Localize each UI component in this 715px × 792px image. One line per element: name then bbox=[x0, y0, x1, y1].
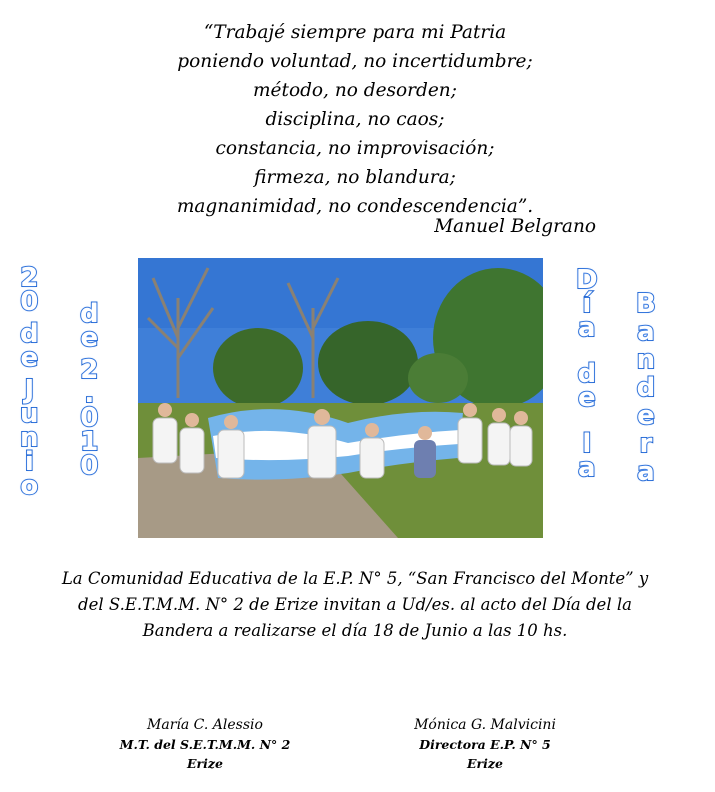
signature-role: Directora E.P. N° 5 bbox=[419, 737, 551, 752]
quote-line: método, no desorden; bbox=[253, 80, 457, 101]
tree bbox=[213, 328, 303, 408]
tree bbox=[318, 321, 418, 405]
signature-name: Mónica G. Malvicini bbox=[414, 717, 556, 733]
vertical-letter: u bbox=[20, 399, 39, 429]
signature-left bbox=[100, 716, 310, 773]
invitation-text bbox=[40, 566, 670, 644]
vertical-letter: n bbox=[20, 423, 39, 453]
vertical-letter: e bbox=[20, 343, 39, 373]
invitation-line: Bandera a realizarse el día 18 de Junio a las 10 hs. bbox=[142, 621, 568, 640]
vertical-letter: 0 bbox=[80, 403, 99, 433]
vertical-letter: i bbox=[24, 447, 34, 477]
vertical-letter: B bbox=[636, 289, 656, 319]
flag-parade-photo bbox=[138, 258, 543, 538]
vertical-letter: l bbox=[582, 429, 592, 459]
photo-illustration bbox=[138, 258, 543, 538]
vertical-letter: 0 bbox=[80, 451, 99, 481]
vertical-letter: e bbox=[577, 383, 596, 413]
quote-author: Manuel Belgrano bbox=[434, 216, 596, 237]
quote-line: firmeza, no blandura; bbox=[254, 167, 456, 188]
tree bbox=[408, 353, 468, 403]
vertical-letter: d bbox=[577, 359, 597, 389]
vertical-date-day bbox=[20, 263, 39, 501]
signature-place: Erize bbox=[467, 756, 503, 771]
signature-right bbox=[385, 716, 585, 773]
vertical-letter: a bbox=[637, 457, 655, 487]
vertical-letter: d bbox=[636, 373, 656, 403]
quote-line: poniendo voluntad, no incertidumbre; bbox=[177, 51, 533, 72]
vertical-letter: r bbox=[639, 429, 653, 459]
vertical-letter: . bbox=[84, 379, 95, 409]
vertical-letter: a bbox=[637, 317, 655, 347]
quote-line: disciplina, no caos; bbox=[265, 109, 445, 130]
vertical-letter: í bbox=[582, 289, 592, 319]
vertical-letter: e bbox=[80, 323, 99, 353]
vertical-bandera bbox=[636, 289, 656, 487]
vertical-letter: 0 bbox=[20, 287, 39, 317]
vertical-letter: d bbox=[20, 319, 39, 349]
quote-line: magnanimidad, no condescendencia”. bbox=[176, 196, 534, 217]
vertical-letter: n bbox=[636, 345, 656, 375]
vertical-letter: o bbox=[20, 471, 39, 501]
quote-line: constancia, no improvisación; bbox=[215, 138, 495, 159]
vertical-letter: D bbox=[576, 265, 598, 295]
vertical-dia-de-la bbox=[576, 265, 598, 483]
signature-name: María C. Alessio bbox=[147, 717, 263, 733]
quote-line: “Trabajé siempre para mi Patria bbox=[203, 22, 507, 43]
vertical-letter: a bbox=[578, 313, 596, 343]
vertical-letter: a bbox=[578, 453, 596, 483]
invitation-line: del S.E.T.M.M. N° 2 de Erize invitan a Ud/es. al acto del Día del la bbox=[78, 595, 632, 614]
vertical-letter: 2 bbox=[20, 263, 39, 293]
vertical-letter: 2 bbox=[80, 355, 99, 385]
vertical-letter: e bbox=[637, 401, 655, 431]
vertical-date-year bbox=[80, 299, 99, 481]
vertical-letter: 1 bbox=[80, 427, 99, 457]
quote-block bbox=[120, 18, 590, 221]
signature-place: Erize bbox=[187, 756, 223, 771]
signature-role: M.T. del S.E.T.M.M. N° 2 bbox=[119, 737, 291, 752]
vertical-letter: d bbox=[80, 299, 99, 329]
invitation-line: La Comunidad Educativa de la E.P. N° 5, “San Francisco del Monte” y bbox=[61, 569, 649, 588]
vertical-letter: J bbox=[24, 375, 35, 405]
